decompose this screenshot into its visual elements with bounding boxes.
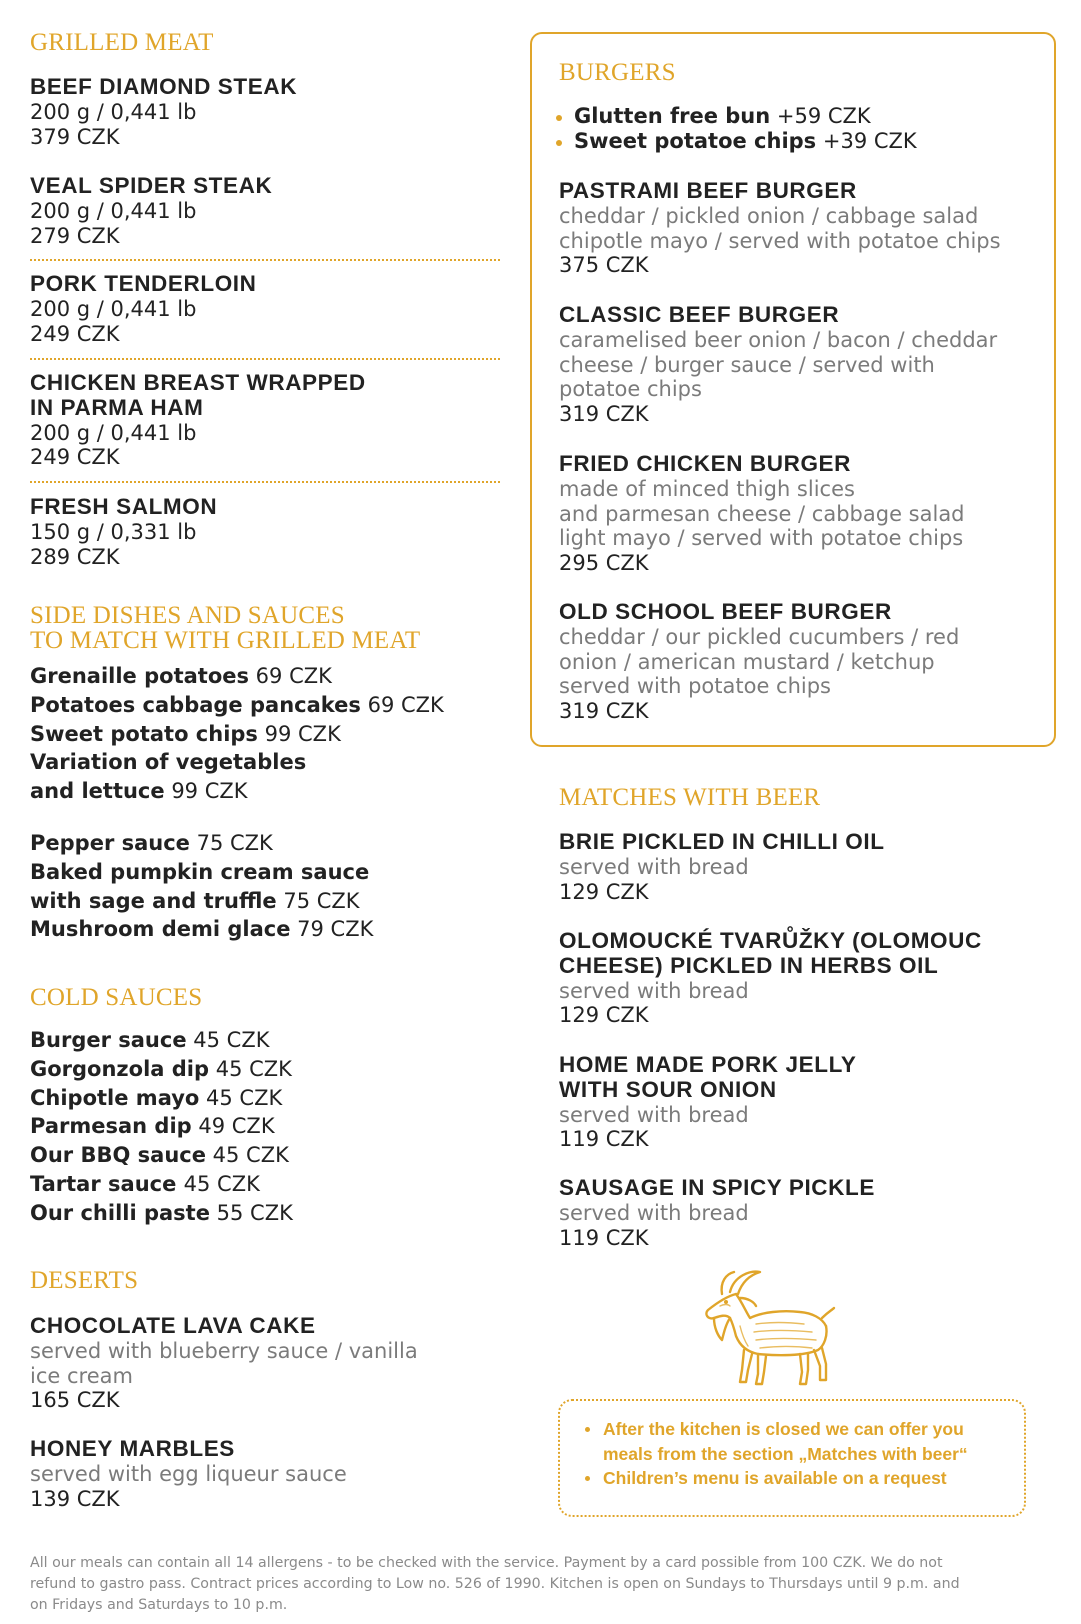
matches-with-beer-title: MATCHES WITH BEER <box>559 784 821 811</box>
item-description: cheddar / our pickled cucumbers / red <box>559 624 960 649</box>
item-name: CLASSIC BEEF BURGER <box>559 302 840 327</box>
list-item-price: 45 CZK <box>215 1056 292 1081</box>
cold-sauces-list <box>30 1026 293 1228</box>
cold-sauces-title: COLD SAUCES <box>30 984 203 1011</box>
list-item-price: 69 CZK <box>255 664 332 688</box>
extra-name: Glutten free bun <box>574 104 771 128</box>
list-item <box>30 720 444 749</box>
item-name: OLOMOUCKÉ TVARŮŽKY (OLOMOUC <box>559 928 982 953</box>
menu-item <box>559 830 885 904</box>
item-name: PORK TENDERLOIN <box>30 271 257 296</box>
side-dishes-title-line: SIDE DISHES AND SAUCES <box>30 602 345 629</box>
item-name: HONEY MARBLES <box>30 1436 235 1461</box>
list-item-price: 99 CZK <box>264 721 341 746</box>
list-item <box>30 777 444 806</box>
item-description: ice cream <box>30 1363 133 1388</box>
extra-price: +39 CZK <box>822 128 917 153</box>
bullet-icon <box>585 1476 590 1481</box>
item-price: 129 CZK <box>559 879 649 904</box>
footer-disclaimer <box>30 1553 1040 1616</box>
footer-line: refund to gastro pass. Contract prices according to Low no. 526 of 1990. Kitchen is open on Sundays to Thursdays until 9 p.m. and <box>30 1576 960 1592</box>
dotted-divider <box>30 358 500 360</box>
list-item <box>30 748 444 777</box>
side-dishes-title-line: TO MATCH WITH GRILLED MEAT <box>30 627 421 654</box>
item-weight: 200 g / 0,441 lb <box>30 99 197 124</box>
item-price: 279 CZK <box>30 223 120 248</box>
list-item-price: 79 CZK <box>297 917 374 942</box>
menu-item <box>559 452 965 576</box>
menu-item <box>30 495 217 569</box>
item-name: VEAL SPIDER STEAK <box>30 173 273 198</box>
list-item <box>30 1170 293 1199</box>
list-item <box>30 691 444 720</box>
dotted-divider <box>30 259 500 261</box>
list-item <box>30 887 373 916</box>
list-item-price: 69 CZK <box>367 692 444 717</box>
item-name: FRESH SALMON <box>30 494 218 519</box>
dotted-divider <box>30 481 500 483</box>
notice-item <box>585 1466 968 1491</box>
item-description: cheese / burger sauce / served with <box>559 352 935 377</box>
bullet-icon <box>585 1427 590 1432</box>
list-item-price: 75 CZK <box>196 831 273 855</box>
list-item-price: 49 CZK <box>198 1114 275 1139</box>
goat-eye <box>724 1300 728 1304</box>
list-item-name: Parmesan dip <box>30 1114 192 1139</box>
sauces-list <box>30 829 373 944</box>
item-price: 375 CZK <box>559 253 649 278</box>
list-item-price: 45 CZK <box>193 1028 270 1052</box>
list-item-name: Burger sauce <box>30 1028 187 1052</box>
list-item <box>30 1141 293 1170</box>
item-name: FRIED CHICKEN BURGER <box>559 451 852 476</box>
item-name: CHOCOLATE LAVA CAKE <box>30 1313 316 1338</box>
notice-item <box>585 1417 968 1442</box>
menu-item <box>559 303 997 427</box>
list-item <box>30 662 444 691</box>
item-name: CHICKEN BREAST WRAPPED <box>30 370 366 395</box>
list-item-name: with sage and truffle <box>30 888 277 913</box>
menu-item <box>30 1314 418 1413</box>
item-name: WITH SOUR ONION <box>559 1076 777 1102</box>
item-description: potatoe chips <box>559 377 702 402</box>
list-item-name: Pepper sauce <box>30 831 190 855</box>
item-name: OLD SCHOOL BEEF BURGER <box>559 599 892 624</box>
menu-item <box>559 600 959 724</box>
side-dishes-list <box>30 662 444 806</box>
menu-item <box>559 179 1001 278</box>
goat-icon <box>700 1266 836 1388</box>
list-item <box>556 129 917 154</box>
item-name: BEEF DIAMOND STEAK <box>30 74 298 99</box>
list-item-price: 45 CZK <box>212 1143 289 1168</box>
notice-list <box>585 1417 968 1491</box>
extra-price: +59 CZK <box>776 104 871 128</box>
item-description: chipotle mayo / served with potatoe chips <box>559 228 1001 253</box>
notice-text: Children’s menu is available on a request <box>603 1468 947 1488</box>
list-item-name: Variation of vegetables <box>30 750 307 775</box>
list-item <box>30 858 373 887</box>
list-item-name: Gorgonzola dip <box>30 1056 210 1081</box>
notice-text: After the kitchen is closed we can offer you <box>603 1419 964 1439</box>
item-description: cheddar / pickled onion / cabbage salad <box>559 203 979 228</box>
list-item <box>30 1112 293 1141</box>
item-description: made of minced thigh slices <box>559 476 855 501</box>
item-price: 139 CZK <box>30 1486 120 1511</box>
list-item-price: 75 CZK <box>283 888 360 913</box>
menu-item <box>559 1053 856 1152</box>
item-price: 319 CZK <box>559 699 649 724</box>
item-description: served with egg liqueur sauce <box>30 1461 347 1486</box>
side-dishes-title <box>30 603 420 653</box>
list-item-price: 55 CZK <box>216 1200 293 1225</box>
item-price: 295 CZK <box>559 551 649 576</box>
item-price: 165 CZK <box>30 1388 120 1413</box>
item-description: served with potatoe chips <box>559 674 831 699</box>
bullet-icon <box>556 140 562 146</box>
list-item <box>30 1199 293 1228</box>
item-description: onion / american mustard / ketchup <box>559 649 935 674</box>
list-item-name: Tartar sauce <box>30 1171 184 1196</box>
burger-extras <box>556 104 917 154</box>
menu-item <box>30 272 257 346</box>
list-item-name: Chipotle mayo <box>30 1085 200 1110</box>
list-item-name: Baked pumpkin cream sauce <box>30 859 370 884</box>
item-weight: 200 g / 0,441 lb <box>30 420 197 445</box>
item-description: and parmesan cheese / cabbage salad <box>559 501 965 526</box>
list-item-name: Sweet potato chips <box>30 721 258 746</box>
item-weight: 200 g / 0,441 lb <box>30 198 197 223</box>
item-price: 119 CZK <box>559 1127 649 1152</box>
item-price: 289 CZK <box>30 544 120 569</box>
item-price: 129 CZK <box>559 1003 649 1028</box>
item-name: BRIE PICKLED IN CHILLI OIL <box>559 829 885 854</box>
footer-line: All our meals can contain all 14 allergens - to be checked with the service. Payment by a card possible from 100 CZK. We do not <box>30 1555 943 1571</box>
list-item-name: Our chilli paste <box>30 1200 210 1225</box>
footer-line: on Fridays and Saturdays to 10 p.m. <box>30 1597 288 1613</box>
menu-item <box>30 371 366 470</box>
item-price: 379 CZK <box>30 124 120 149</box>
list-item-price: 45 CZK <box>183 1171 260 1196</box>
menu-item <box>30 174 272 248</box>
list-item-name: Potatoes cabbage pancakes <box>30 692 361 717</box>
list-item-name: and lettuce <box>30 779 165 804</box>
item-description: served with bread <box>559 854 749 879</box>
item-description: served with blueberry sauce / vanilla <box>30 1338 418 1363</box>
list-item-name: Our BBQ sauce <box>30 1143 206 1168</box>
list-item <box>30 1055 293 1084</box>
menu-item <box>559 1176 875 1250</box>
item-weight: 200 g / 0,441 lb <box>30 296 197 321</box>
list-item-name: Grenaille potatoes <box>30 664 249 688</box>
item-price: 319 CZK <box>559 402 649 427</box>
menu-item <box>30 75 297 149</box>
list-item <box>30 1084 293 1113</box>
item-description: served with bread <box>559 1200 749 1225</box>
grilled-meat-title: GRILLED MEAT <box>30 29 214 56</box>
item-weight: 150 g / 0,331 lb <box>30 519 197 544</box>
item-name: HOME MADE PORK JELLY <box>559 1052 857 1077</box>
item-price: 119 CZK <box>559 1225 649 1250</box>
deserts-title: DESERTS <box>30 1267 139 1294</box>
list-item <box>30 1026 293 1055</box>
item-description: caramelised beer onion / bacon / cheddar <box>559 327 998 352</box>
notice-text: meals from the section „Matches with beer“ <box>603 1443 968 1464</box>
item-description: light mayo / served with potatoe chips <box>559 526 964 551</box>
notice-item <box>585 1442 968 1467</box>
list-item-price: 99 CZK <box>171 779 248 804</box>
list-item-name: Mushroom demi glace <box>30 917 291 942</box>
item-description: served with bread <box>559 1102 749 1127</box>
list-item <box>30 829 373 858</box>
item-name: CHEESE) PICKLED IN HERBS OIL <box>559 952 939 978</box>
item-description: served with bread <box>559 978 749 1003</box>
extra-name: Sweet potatoe chips <box>574 128 817 153</box>
burgers-title: BURGERS <box>559 59 676 86</box>
menu-item <box>559 929 982 1028</box>
item-price: 249 CZK <box>30 445 120 470</box>
item-name: SAUSAGE IN SPICY PICKLE <box>559 1175 875 1200</box>
list-item <box>30 915 373 944</box>
menu-item <box>30 1437 347 1511</box>
list-item-price: 45 CZK <box>206 1085 283 1110</box>
item-name: PASTRAMI BEEF BURGER <box>559 178 857 203</box>
item-price: 249 CZK <box>30 321 120 346</box>
bullet-icon <box>556 115 562 121</box>
list-item <box>556 104 917 129</box>
item-name: IN PARMA HAM <box>30 394 204 420</box>
